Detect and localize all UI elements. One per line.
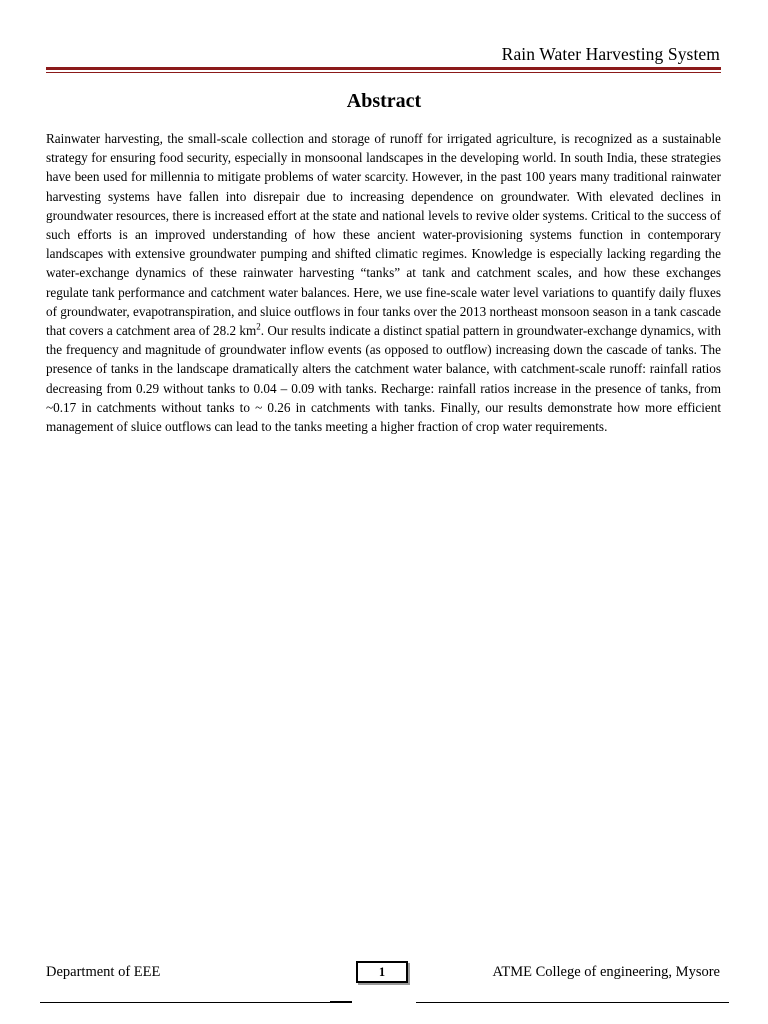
- area-superscript: 2: [256, 321, 261, 332]
- header-title: Rain Water Harvesting System: [501, 44, 720, 64]
- abstract-text-part1: Rainwater harvesting, the small-scale collection and storage of runoff for irrigated agriculture, is recognized as a sustainable strategy for ensuring food security, especially in monsoonal landscapes in the developing world. In south India, these strategies have been used for millennia to mitigate problems of water scarcity. However, in the past 100 years many traditional rainwater harvesting systems have fallen into disrepair due to increasing dependence on groundwater. With elevated declines in groundwater resources, there is increased effort at the state and national levels to revive older systems. Critical to the success of such efforts is an improved understanding of how these ancient water-provisioning systems function in contemporary landscapes with extensive groundwater pumping and shifted climatic regimes. Knowledge is especially lacking regarding the water-exchange dynamics of these rainwater harvesting “tanks” at tank and catchment scales, and how these exchanges regulate tank performance and catchment water balances. Here, we use fine-scale water level variations to quantify daily fluxes of groundwater, evapotranspiration, and sluice outflows in four tanks over the 2013 northeast monsoon season in a tank cascade that covers a catchment area of 28.2 km: [46, 131, 721, 339]
- footer-rule-left: [40, 1002, 352, 1003]
- abstract-heading: Abstract: [346, 90, 422, 112]
- header-rule-thick: [46, 67, 721, 70]
- page-number: 1: [356, 961, 408, 983]
- footer-rule-left-accent: [330, 1001, 352, 1003]
- footer-rule-right: [416, 1002, 729, 1003]
- footer-department: Department of EEE: [46, 964, 161, 980]
- header-rule-thin: [46, 72, 721, 73]
- abstract-paragraph: [46, 129, 721, 436]
- abstract-text-part2: . Our results indicate a distinct spatial pattern in groundwater-exchange dynamics, with the frequency and magnitude of groundwater inflow events (as opposed to outflow) increasing down the cascade of tanks. The presence of tanks in the landscape dramatically alters the catchment water balance, with catchment-scale runoff: rainfall ratios decreasing from 0.29 without tanks to 0.04 – 0.09 with tanks. Recharge: rainfall ratios increase in the presence of tanks, from ~0.17 in catchments without tanks to ~ 0.26 in catchments with tanks. Finally, our results demonstrate how more efficient management of sluice outflows can lead to the tanks meeting a higher fraction of crop water requirements.: [46, 323, 721, 435]
- footer-college: ATME College of engineering, Mysore: [492, 964, 720, 980]
